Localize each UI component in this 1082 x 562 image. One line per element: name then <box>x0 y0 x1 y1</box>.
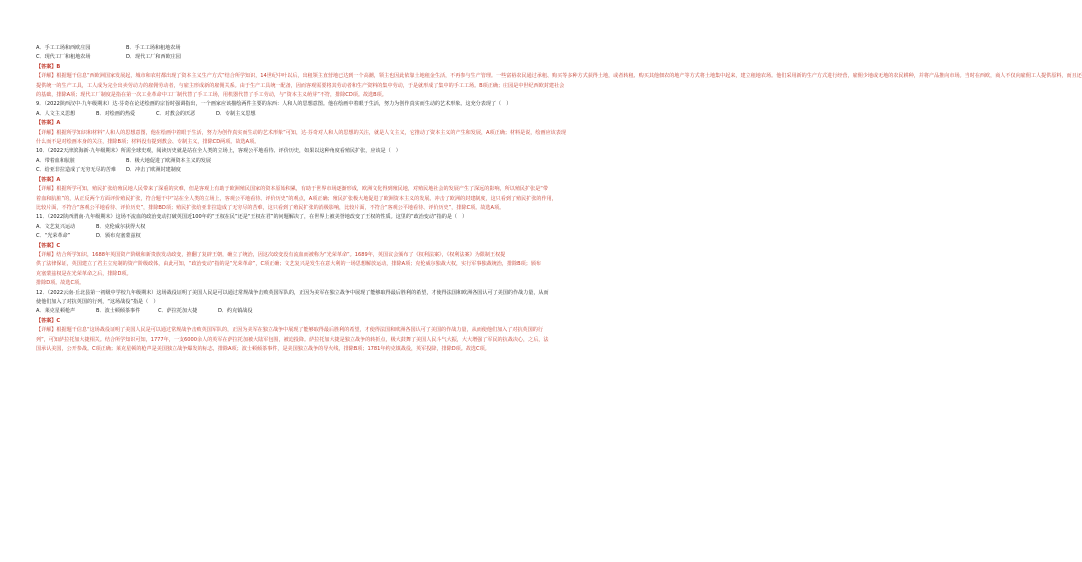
q8-options-row1 <box>36 44 758 53</box>
q8-option-c: C．现代工厂和租地农场 <box>36 54 91 61</box>
q9-option-d: D．专制主义思想 <box>216 110 256 117</box>
q10-options-row2 <box>36 166 758 175</box>
q8-explanation-1: 【详解】根据题干信息“西欧洲国家发展起，城市和农村都出现了资本主义生产方式”结合所学知识，14世纪中叶以后，出租领主直营地已达到一个高潮，领主也因此依靠土地租金生活，不再参与生产管理。一些富裕农民通过承租、购买等多种方式获得土地，或者转租、购买其他佃农的地产等方式将土地集中起来，建立租地农场。他们采用新的生产方式进行经营，雇佣少地或无地的农民耕种，并将产品推向市场。当时在西欧，商人不仅向雇佣工人提供原料，而且还 <box>36 73 1082 80</box>
q10-explanation-1: 【详解】根据所学可知，殖民扩张给殖民地人民带来了深重的灾难，但是客观上有助于欧洲殖民国家的资本原始积累，有助于世界市场逐渐形成，欧洲文化得到殖民地，对殖民地社会的发展产生了深远的影响，所以殖民扩张是“带 <box>36 186 549 193</box>
q11-options-row1 <box>36 223 758 232</box>
q12-option-b: B．波士顿倾茶事件 <box>96 308 141 315</box>
q11-explanation-2: 供了法律保证，英国建立了君主立宪制的资产阶级政体，由此可知，“政治变动”指的是“光荣革命”，C项正确；文艺复兴是发生在意大利的一场思想解放运动，排除A项；克伦威尔独裁大权，实行军事独裁统治，排除B项；颁布 <box>36 261 542 268</box>
q12-option-a: A．莱克星顿枪声 <box>36 308 76 315</box>
q10-explanation-2: 着血和肮脏”的，从正反两个方面评价殖民扩张，符合题干中“站在全人类的立场上，客观公平地看待、评价历史”的观点，A项正确；殖民扩张极大地促进了欧洲资本主义的发展、冲击了欧洲的封建制度，这只看到了殖民扩张的作用， <box>36 195 557 202</box>
q11-options-row2 <box>36 232 758 241</box>
q11-answer: 【答案】C <box>36 242 61 249</box>
q12-answer: 【答案】C <box>36 317 61 324</box>
q8-answer: 【答案】B <box>36 63 61 70</box>
q9-explanation-1: 【详解】根据所学知识和材料“人和人的思想意图，他在绘画中着眼于生活，努力为创作真实而生动的艺术形象”可知，达·芬奇对人和人的思想的关注，就是人文主义，它推动了资本主义的产生和发展，A项正确；材料是说，绘画应该表现 <box>36 129 566 136</box>
q9-stem: 9．（2022陕西汉中·九年级期末）达·芬奇在论述绘画的宗旨时强调指出，一个画家应该描绘两件主要的东西：人和人的思想意图。他在绘画中着眼于生活，努力为创作真实而生动的艺术形象。这充分表现了（ ） <box>36 101 512 108</box>
q11-option-b: B．克伦威尔获得大权 <box>96 223 146 230</box>
q12-stem: 12．（2022云南·丘北县第一初级中学校九年级期末）这场战役证明了美国人民是可以通过常规战争击败英国军队的，正因为美军在独立战争中展现了能够取得最后胜利的希望，才使得法国和欧洲各国认可了美国的作战力量，从而 <box>36 289 549 296</box>
q10-options-row1 <box>36 157 758 166</box>
q10-option-c: C．给亚非拉造成了无穷无尽的苦难 <box>36 167 116 174</box>
q12-options <box>36 307 758 316</box>
q8-options-row2 <box>36 53 758 62</box>
q12-explanation-1: 【详解】根据题干信息“这场战役证明了美国人民是可以通过常规战争击败英国军队的，正因为美军在独立战争中展现了能够取得最后胜利的希望，才使得法国和欧洲各国认可了美国的作战力量，从而使他们加入了对抗英国的行 <box>36 327 543 334</box>
q10-stem: 10．（2022天津滨海新·九年级期末）所需全球史观，阅读历史就是站在全人类的立场上，客观公平地看待、评价历史，如果以这种角度看殖民扩张，应该是（ ） <box>36 148 401 155</box>
q9-answer: 【答案】A <box>36 120 61 127</box>
q8-option-b: B．手工工场和租地农场 <box>126 45 181 51</box>
q11-stem: 11．（2022陕西渭南·九年级期末）这场不流血的政治变动打破英国近100年的“王权在民”还是“王权在君”的问题解决了，在世界上被美誉地改变了王权的性质。这里的“政治变动”指的是（ ） <box>36 214 468 221</box>
q12-explanation-3: 国承认美国，公开参战。C项正确；莱克星顿的枪声是美国独立战争爆发的标志，排除A项；波士顿倾茶事件，是美国独立战争的导火线，排除B项；1781年约克镇战役，英军投降，排除D项。故选C项。 <box>36 346 490 352</box>
q11-option-a: A．文艺复兴运动 <box>36 223 76 230</box>
q11-option-d: D．颁布克塞蒙兹权 <box>96 233 141 240</box>
q9-option-b: B．对绘画的热爱 <box>96 110 136 117</box>
q10-answer: 【答案】A <box>36 176 61 183</box>
q11-option-c: C．“光荣革命” <box>36 233 71 240</box>
q11-explanation-4: 排除D项。故选C项。 <box>36 280 85 287</box>
q9-options <box>36 110 758 119</box>
q12-option-c: C．萨拉托加大捷 <box>158 308 198 315</box>
q8-explanation-3: 的基础，排除A项；现代工厂制度是指在第一次工业革命中工厂制代替了手工工场，用机器代替了手工劳动，与“资本主义萌芽”不符，排除CD项。故选B项。 <box>36 92 387 99</box>
q9-option-a: A．人文主义思想 <box>36 110 76 117</box>
q10-option-b: B．极大地促进了欧洲资本主义的发展 <box>126 157 211 164</box>
q11-explanation-1: 【详解】结合所学知识，1688年英国资产阶级和新贵族发动政变，推翻了复辟王朝，确立了统治，因这次政变没有流血而被称为“光荣革命”。1689年，英国议会颁布了《权利法案》，《权利法案》为限制王权提 <box>36 251 506 258</box>
q12-explanation-2: 列”，可知萨拉托加大捷相关。结合所学知识可知，1777年，一支6000余人的英军在萨拉托加被大陆军包围，被迫投降。萨拉托加大捷是独立战争的转折点，极大鼓舞了美国人民斗气大振，大大增强了军民的抗战决心，之后，法 <box>36 336 549 343</box>
q8-option-a: A．手工工场和西欧庄园 <box>36 45 91 51</box>
q10-option-a: A．带着血和肮脏 <box>36 157 76 164</box>
q8-option-d: D．现代工厂和西欧庄园 <box>126 54 181 61</box>
q11-explanation-3: 克塞蒙兹权是在光荣革命之后，排除D项。 <box>36 270 132 277</box>
q8-explanation-2: 提供统一的生产工具，工人成为完全出卖劳动力的雇佣劳动者，与雇主形成新的雇佣关系。由于生产工具统一配备，因而客观需要将其劳动者和生产资料的集中劳动，于是就形成了集中的手工工场。B项正确；庄园是中世纪西欧封建社会 <box>36 82 565 89</box>
q9-explanation-2: 什么而不是对绘画本身的关注，排除B项；材料没有提到教会、专制主义，排除CD两项。故选A项。 <box>36 139 260 146</box>
q9-option-c: C．对教会的厌恶 <box>156 110 196 117</box>
q12-option-d: D．约克镇战役 <box>218 308 253 315</box>
q10-option-d: D．冲击了欧洲封建制度 <box>126 167 181 174</box>
q12-stem-2: 使他们加入了对抗英国的行列，“这场战役”指是（ ） <box>36 298 159 305</box>
q10-explanation-3: 比较片面，不符合“客观公平地看待、评价历史”，排除BD项；殖民扩张给亚非拉造成了无穷尽的苦难，这只看到了殖民扩张的消极影响，比较片面，不符合“客观公平地看待、评价历史”，排除C项。故选A项。 <box>36 204 505 211</box>
